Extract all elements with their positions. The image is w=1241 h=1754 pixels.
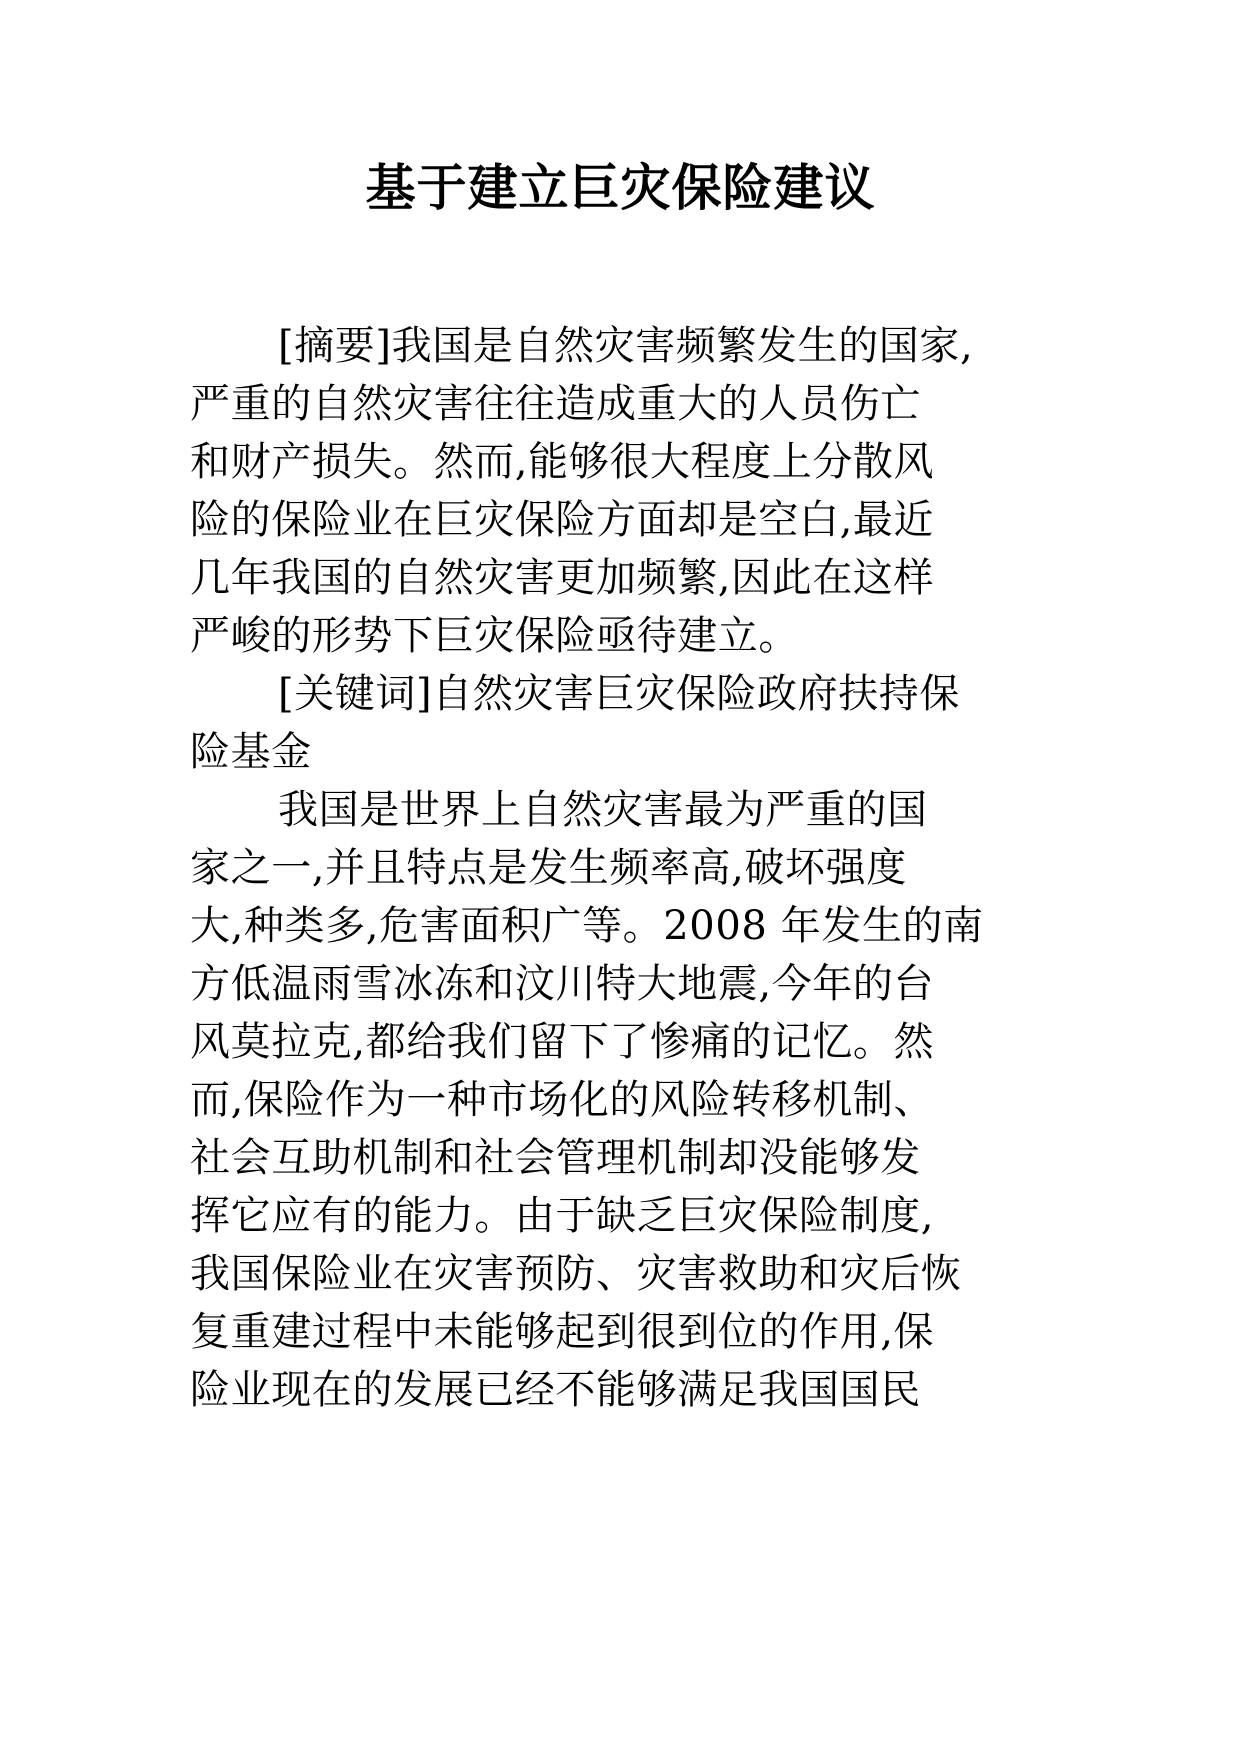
abstract-line-4: 险的保险业在巨灾保险方面却是空白,最近: [190, 497, 935, 543]
abstract-line-3: 和财产损失。然而,能够很大程度上分散风: [190, 439, 935, 485]
keywords-line-2: 险基金: [190, 729, 312, 775]
keywords-line-1: [关键词]自然灾害巨灾保险政府扶持保: [278, 671, 961, 717]
body-line-5: 风莫拉克,都给我们留下了惨痛的记忆。然: [190, 1019, 935, 1065]
abstract-line-5: 几年我国的自然灾害更加频繁,因此在这样: [190, 555, 935, 601]
abstract-line-2: 严重的自然灾害往往造成重大的人员伤亡: [190, 381, 921, 427]
body-line-3: 大,种类多,危害面积广等。2008 年发生的南: [190, 903, 984, 949]
body-line-7: 社会互助机制和社会管理机制却没能够发: [190, 1135, 921, 1181]
body-line-9: 我国保险业在灾害预防、灾害救助和灾后恢: [190, 1251, 962, 1297]
body-line-10: 复重建过程中未能够起到很到位的作用,保: [190, 1309, 935, 1355]
body-line-6: 而,保险作为一种市场化的风险转移机制、: [190, 1077, 935, 1123]
body-line-11: 险业现在的发展已经不能够满足我国国民: [190, 1367, 921, 1413]
document-title: 基于建立巨灾保险建议: [365, 159, 876, 217]
body-line-1: 我国是世界上自然灾害最为严重的国: [278, 787, 928, 833]
body-line-2: 家之一,并且特点是发生频率高,破坏强度: [190, 845, 907, 891]
abstract-line-6: 严峻的形势下巨灾保险亟待建立。: [190, 613, 799, 659]
body-line-4: 方低温雨雪冰冻和汶川特大地震,今年的台: [190, 961, 935, 1007]
abstract-line-1: [摘要]我国是自然灾害频繁发生的国家,: [278, 323, 974, 369]
body-line-8: 挥它应有的能力。由于缺乏巨灾保险制度,: [190, 1193, 935, 1239]
